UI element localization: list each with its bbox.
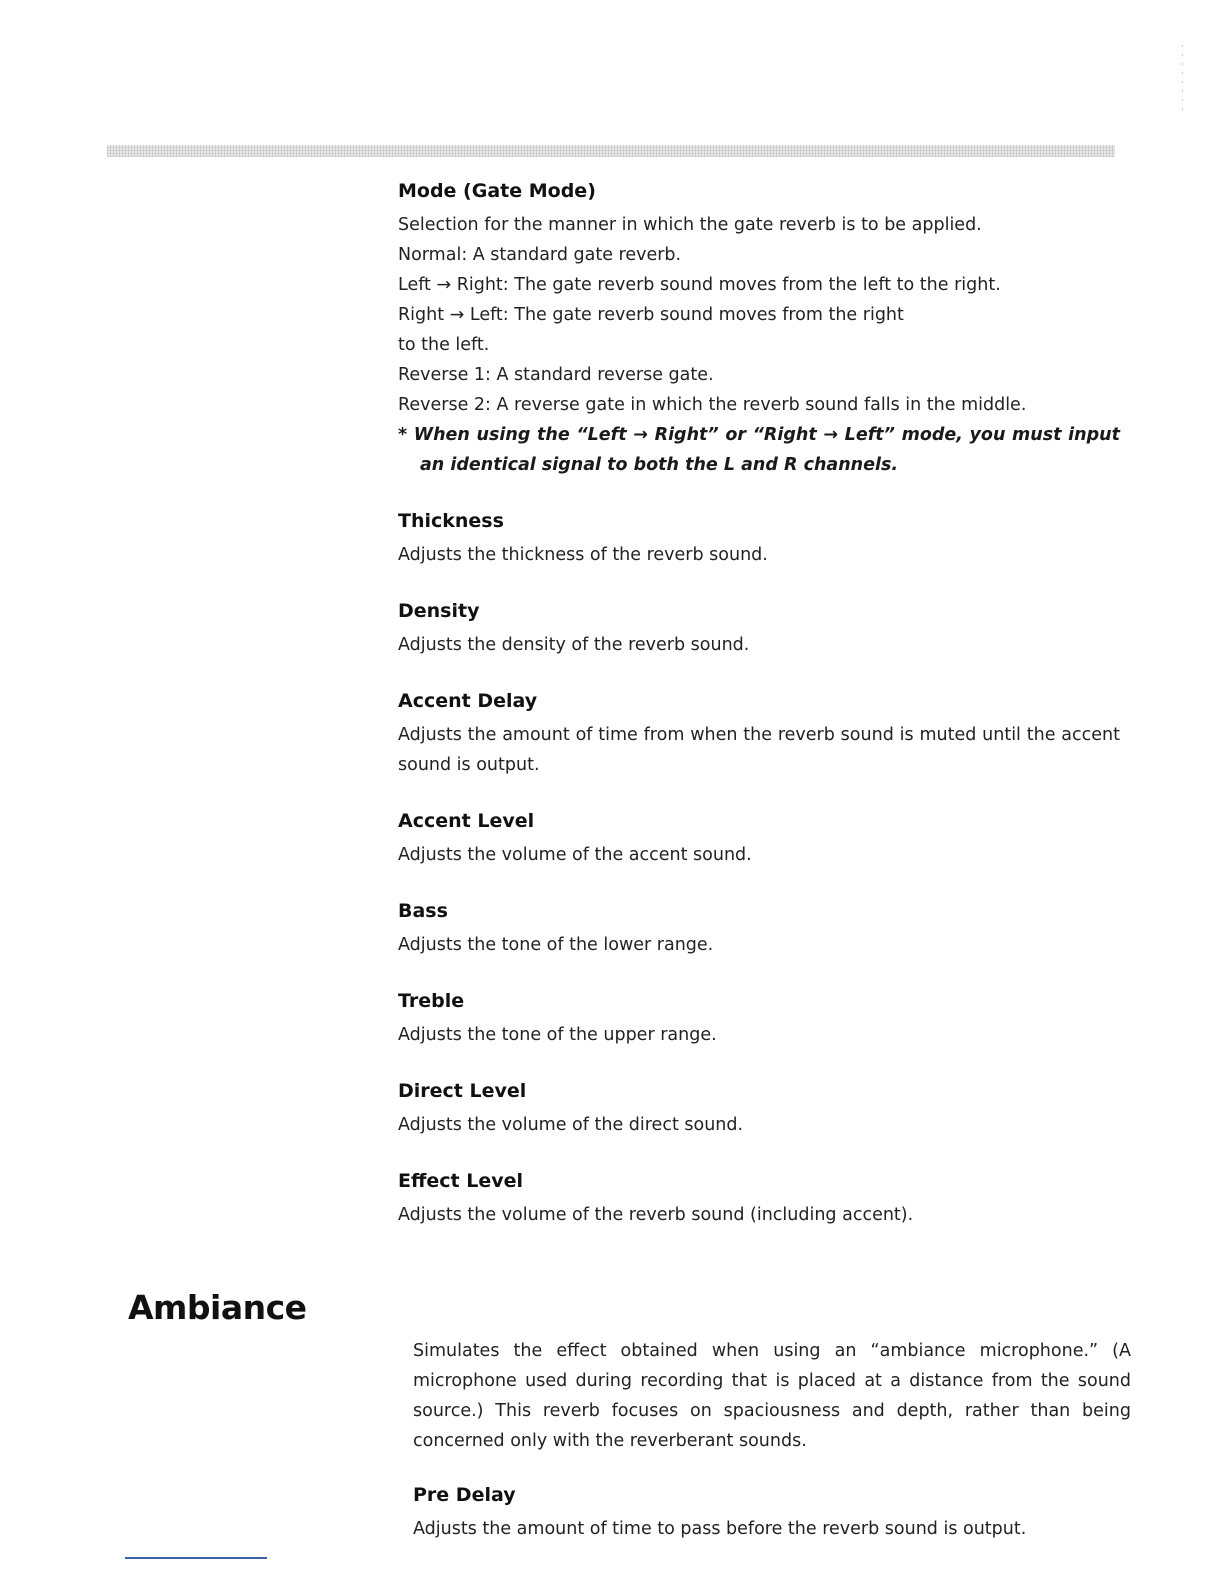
param-title: Treble (398, 990, 465, 1012)
param-title: Accent Delay (398, 690, 538, 712)
param-treble (398, 988, 1120, 1050)
gate-mode-line: Selection for the manner in which the gate reverb is to be applied. (398, 215, 982, 235)
ambiance-section (413, 1336, 1131, 1572)
param-direct-level (398, 1078, 1120, 1140)
param-title: Effect Level (398, 1170, 523, 1192)
gate-mode-line: Left → Right: The gate reverb sound moves from the left to the right. (398, 275, 1001, 295)
gate-mode-line: Reverse 2: A reverse gate in which the reverb sound falls in the middle. (398, 395, 1027, 415)
param-desc: Adjusts the amount of time from when the reverb sound is muted until the accent sound is output. (398, 725, 1120, 775)
param-desc: Adjusts the tone of the upper range. (398, 1025, 717, 1045)
param-desc: Adjusts the volume of the accent sound. (398, 845, 752, 865)
param-desc: Adjusts the volume of the direct sound. (398, 1115, 744, 1135)
param-accent-delay (398, 688, 1120, 780)
gate-mode-line: Right → Left: The gate reverb sound moves from the right (398, 305, 904, 325)
param-title: Thickness (398, 510, 504, 532)
param-accent-level (398, 808, 1120, 870)
param-thickness (398, 508, 1120, 570)
param-title: Direct Level (398, 1080, 527, 1102)
gate-mode-line: Normal: A standard gate reverb. (398, 245, 682, 265)
gate-mode-line: Reverse 1: A standard reverse gate. (398, 365, 714, 385)
section-heading-ambiance: Ambiance (128, 1288, 307, 1327)
param-title: Bass (398, 900, 448, 922)
param-pre-delay (413, 1482, 1131, 1544)
param-title: Density (398, 600, 480, 622)
param-desc: Adjusts the amount of time to pass before the reverb sound is output. (413, 1519, 1027, 1539)
param-title: Accent Level (398, 810, 535, 832)
param-desc: Adjusts the thickness of the reverb sound. (398, 545, 768, 565)
ambiance-intro: Simulates the effect obtained when using an “ambiance microphone.” (A microphone used during recording that is placed at a distance from the sound source.) This reverb focuses on spaciousness and depth, rather than being concerned only with the reverberant sounds. (413, 1341, 1131, 1451)
param-density (398, 598, 1120, 660)
page-edge-marks (1182, 40, 1183, 110)
gate-mode-line: to the left. (398, 335, 490, 355)
param-desc: Adjusts the volume of the reverb sound (including accent). (398, 1205, 914, 1225)
param-bass (398, 898, 1120, 960)
param-title: Pre Delay (413, 1484, 516, 1506)
param-title: Mode (Gate Mode) (398, 180, 596, 202)
bottom-rule (125, 1557, 267, 1559)
param-desc: Adjusts the density of the reverb sound. (398, 635, 750, 655)
gate-mode-note: * When using the “Left → Right” or “Right → Left” mode, you must input an identical signal to both the L and R channels. (398, 425, 1120, 475)
gate-reverb-parameters (398, 178, 1120, 1258)
header-band (107, 145, 1115, 157)
param-effect-level (398, 1168, 1120, 1230)
param-gate-mode (398, 178, 1120, 480)
param-desc: Adjusts the tone of the lower range. (398, 935, 714, 955)
